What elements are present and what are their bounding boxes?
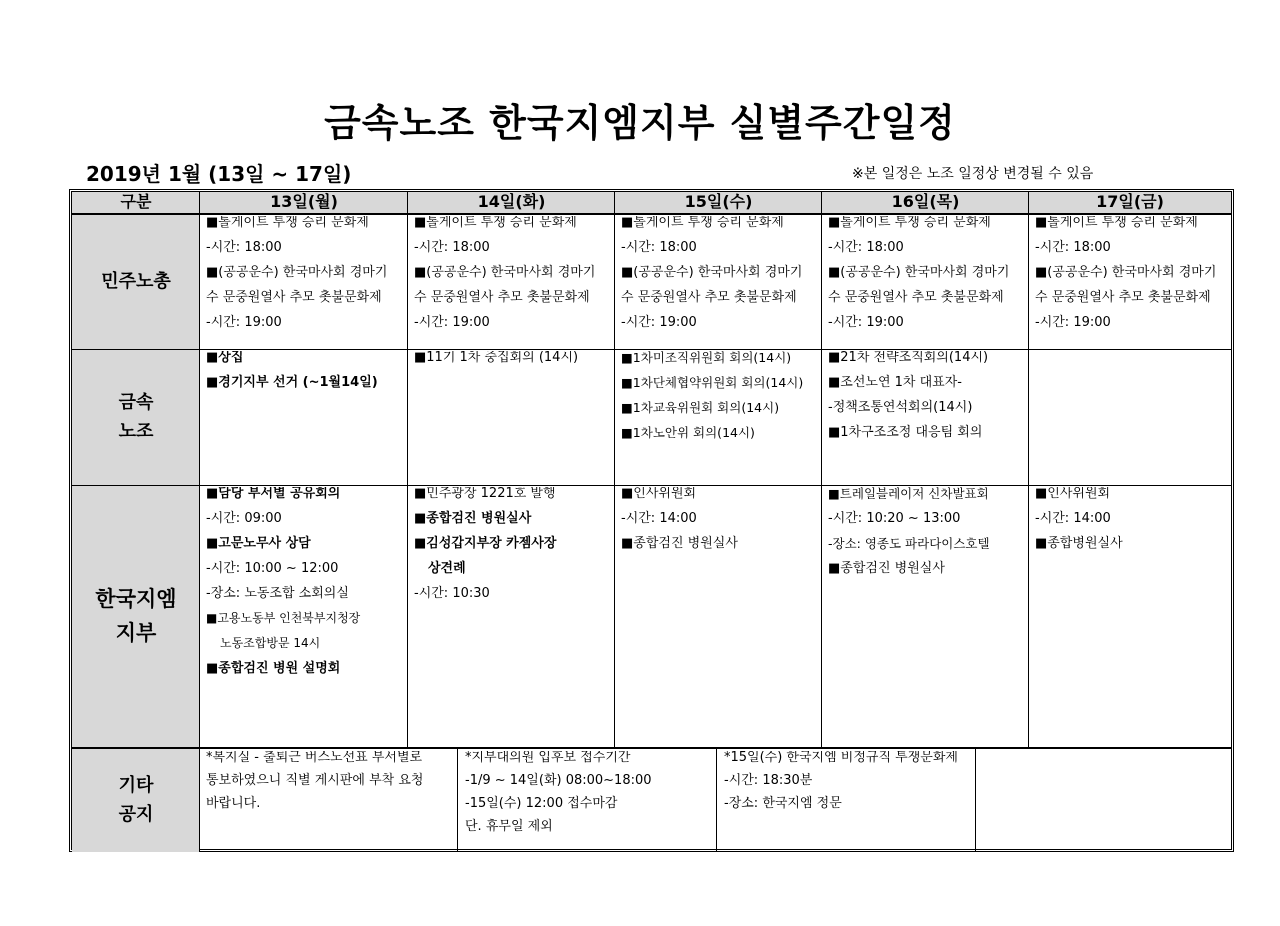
cell-gm-thu (828, 487, 1028, 587)
grid-line (457, 748, 458, 852)
row-label-minju (72, 215, 200, 349)
cell-line: ■경기지부 선거 (~1월14일) (206, 375, 378, 390)
cell-line: 상견례 (428, 561, 466, 576)
cell-etc-2 (465, 751, 715, 843)
cell-line: ■종합검진 병원실사 (621, 536, 738, 551)
cell-line: ■종합병원실사 (1035, 536, 1123, 551)
cell-line: ■담당 부서별 공유회의 (206, 487, 341, 501)
page-title: 금속노조 한국지엠지부 실별주간일정 (324, 101, 956, 145)
cell-line: ■민주광장 1221호 발행 (414, 487, 556, 501)
cell-line: 수 문중원열사 추모 촛불문화제 (414, 290, 590, 305)
schedule-note: ※본 일정은 노조 일정상 변경될 수 있음 (852, 166, 1094, 182)
cell-line: ■톨게이트 투쟁 승리 문화제 (828, 216, 991, 230)
grid-line (1028, 192, 1029, 748)
cell-minju-wed (621, 216, 821, 341)
cell-line: 수 문중원열사 추모 촛불문화제 (1035, 290, 1211, 305)
cell-line: -장소: 노동조합 소회의실 (206, 586, 349, 601)
cell-line: ■종합검진 병원실사 (828, 561, 945, 576)
cell-line: ■톨게이트 투쟁 승리 문화제 (621, 216, 784, 230)
cell-line: *15일(수) 한국지엠 비정규직 투쟁문화제 (724, 751, 958, 765)
cell-line: -시간: 19:00 (206, 315, 282, 330)
cell-minju-tue (414, 216, 614, 341)
cell-line: *복지실 - 출퇴근 버스노선표 부서별로 (206, 751, 423, 765)
schedule-table (69, 189, 1234, 852)
cell-minju-thu (828, 216, 1028, 341)
day-header-fri: 17일(금) (1029, 192, 1231, 213)
cell-gm-mon (206, 487, 406, 687)
cell-line: ■고문노무사 상담 (206, 536, 311, 551)
cell-line: ■김성갑지부장 카젬사장 (414, 536, 557, 551)
corner-header: 구분 (72, 192, 200, 213)
grid-line (614, 192, 615, 748)
cell-line: 단. 휴무일 제외 (465, 819, 553, 834)
grid-line (821, 192, 822, 748)
cell-gm-wed (621, 487, 821, 562)
cell-minju-fri (1035, 216, 1231, 341)
cell-line: -시간: 19:00 (414, 315, 490, 330)
cell-etc-1 (206, 751, 456, 820)
cell-line: ■(공공운수) 한국마사회 경마기 (1035, 265, 1217, 280)
cell-line: -시간: 10:20 ~ 13:00 (828, 511, 961, 526)
cell-line: 바랍니다. (206, 796, 261, 811)
cell-etc-3 (724, 751, 974, 820)
cell-line: ■조선노연 1차 대표자- (828, 375, 962, 390)
grid-line (975, 748, 976, 852)
cell-line: -시간: 18:00 (1035, 240, 1111, 255)
cell-line: -시간: 18:30분 (724, 773, 813, 788)
cell-gm-tue (414, 487, 614, 612)
cell-line: ■1차노안위 회의(14시) (621, 425, 755, 440)
row-label-gm-line2: 지부 (115, 621, 157, 645)
cell-line: ■톨게이트 투쟁 승리 문화제 (1035, 216, 1198, 230)
cell-line: 통보하였으니 직별 게시판에 부착 요청 (206, 773, 424, 788)
cell-line: ■종합검진 병원실사 (414, 511, 532, 526)
cell-line: ■(공공운수) 한국마사회 경마기 (206, 265, 388, 280)
cell-geumsok-wed (621, 351, 821, 451)
cell-line: ■트레일블레이저 신차발표회 (828, 487, 989, 501)
cell-line: -시간: 09:00 (206, 511, 282, 526)
cell-line: 수 문중원열사 추모 촛불문화제 (621, 290, 797, 305)
cell-line: ■21차 전략조직회의(14시) (828, 351, 989, 365)
row-label-etc-line2: 공지 (118, 803, 154, 825)
row-label-etc (72, 749, 200, 852)
grid-line (199, 192, 200, 852)
cell-line: 노동조합방문 14시 (220, 636, 321, 650)
cell-line: -시간: 10:30 (414, 586, 490, 601)
day-header-thu: 16일(목) (822, 192, 1029, 213)
grid-line (716, 748, 717, 852)
cell-gm-fri (1035, 487, 1231, 562)
cell-line: ■종합검진 병원 설명회 (206, 661, 341, 676)
cell-line: ■인사위원회 (621, 487, 697, 501)
cell-line: ■(공공운수) 한국마사회 경마기 (828, 265, 1010, 280)
cell-line: -시간: 18:00 (414, 240, 490, 255)
cell-line: ■(공공운수) 한국마사회 경마기 (621, 265, 803, 280)
cell-line: 수 문중원열사 추모 촛불문화제 (206, 290, 382, 305)
date-range: 2019년 1월 (13일 ~ 17일) (86, 162, 352, 186)
row-label-geumsok (72, 350, 200, 485)
cell-line: -시간: 18:00 (206, 240, 282, 255)
cell-line: ■1차구조조정 대응팀 회의 (828, 425, 983, 440)
grid-line (72, 485, 1231, 486)
cell-line: -시간: 19:00 (828, 315, 904, 330)
cell-line: ■인사위원회 (1035, 487, 1111, 501)
grid-line (72, 213, 1231, 215)
cell-line: -장소: 영종도 파라다이스호텔 (828, 536, 990, 551)
cell-line: -시간: 14:00 (621, 511, 697, 526)
row-label-gm-line1: 한국지엠 (95, 587, 177, 612)
cell-line: ■톨게이트 투쟁 승리 문화제 (414, 216, 577, 230)
row-label-etc-line1: 기타 (118, 774, 154, 796)
cell-line: -시간: 18:00 (621, 240, 697, 255)
cell-geumsok-mon (206, 351, 406, 401)
grid-line (407, 192, 408, 748)
cell-minju-mon (206, 216, 406, 341)
cell-line: -시간: 19:00 (621, 315, 697, 330)
cell-line: -시간: 14:00 (1035, 511, 1111, 526)
cell-line: -장소: 한국지엠 정문 (724, 796, 842, 811)
cell-line: ■(공공운수) 한국마사회 경마기 (414, 265, 596, 280)
cell-line: -시간: 19:00 (1035, 315, 1111, 330)
cell-line: ■톨게이트 투쟁 승리 문화제 (206, 216, 369, 230)
cell-line: ■상집 (206, 351, 244, 365)
row-label-geumsok-line2: 노조 (118, 420, 154, 442)
row-label-minju-text: 민주노총 (101, 270, 171, 292)
row-label-geumsok-line1: 금속 (118, 391, 154, 413)
cell-line: ■1차단체협약위원회 회의(14시) (621, 375, 804, 390)
cell-line: 수 문중원열사 추모 촛불문화제 (828, 290, 1004, 305)
cell-line: -시간: 18:00 (828, 240, 904, 255)
cell-line: ■1차교육위원회 회의(14시) (621, 400, 780, 415)
cell-line: ■11기 1차 중집회의 (14시) (414, 351, 579, 365)
cell-line: ■1차미조직위원회 회의(14시) (621, 351, 792, 365)
cell-line: ■고용노동부 인천북부지청장 (206, 611, 361, 625)
cell-geumsok-thu (828, 351, 1028, 451)
day-header-wed: 15일(수) (615, 192, 822, 213)
day-header-tue: 14일(화) (408, 192, 615, 213)
grid-line (72, 349, 1231, 350)
row-label-gm (72, 486, 200, 748)
cell-geumsok-tue (414, 351, 614, 376)
grid-line (72, 747, 1231, 749)
cell-line: -15일(수) 12:00 접수마감 (465, 796, 618, 811)
cell-line: -1/9 ~ 14일(화) 08:00~18:00 (465, 773, 652, 788)
cell-line: -시간: 10:00 ~ 12:00 (206, 561, 339, 576)
cell-line: *지부대의원 입후보 접수기간 (465, 751, 631, 765)
cell-line: -정책조통연석회의(14시) (828, 400, 973, 415)
day-header-mon: 13일(월) (200, 192, 408, 213)
